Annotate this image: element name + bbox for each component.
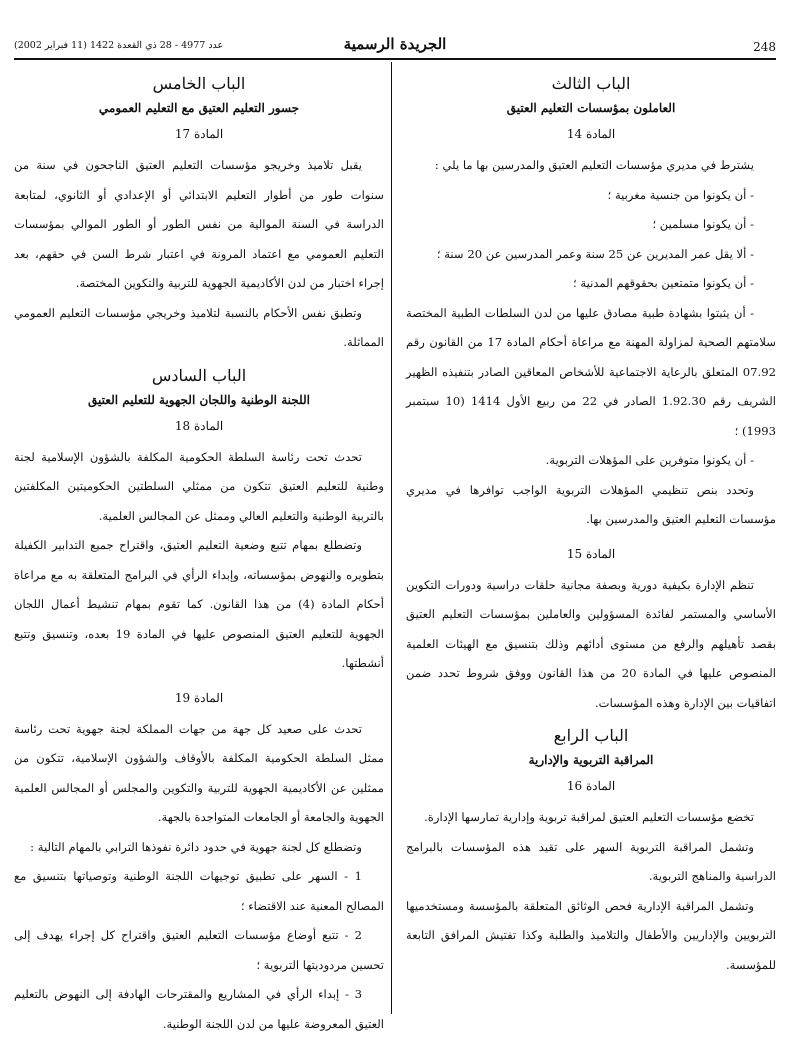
article-17-label: المادة 17 (174, 127, 224, 141)
article-14-label: المادة 14 (566, 127, 616, 141)
article-17-paragraph-1: يقبل تلاميذ وخريجو مؤسسات التعليم العتيق الناجحون في سنة من سنوات طور من أطوار التعليم الابتدائي أو الإعدادي أو الثانوي، لمتابعة الدراسة في السنة الموالية من نفس الطور أو الطور الموالي بمؤسسات التعليم العمومي مع اعتماد المرونة في اعتبار شرط السن في حقهم، بعد إجراء اختبار من لدن الأكاديمية الجهوية للتربية والتكوين المختصة. (14, 158, 384, 290)
issue-info: عدد 4977 - 28 ذي القعدة 1422 (11 فبراير 2002) (14, 40, 224, 51)
article-16-paragraph-1: تخضع مؤسسات التعليم العتيق لمراقبة تربوية وإدارية تمارسها الإدارة. (424, 810, 754, 824)
chapter6-subtitle: اللجنة الوطنية واللجان الجهوية للتعليم العتيق (88, 392, 310, 407)
article-19-label: المادة 19 (174, 690, 224, 705)
chapter4-subtitle: المراقبة التربوية والإدارية (528, 753, 654, 767)
article-15-text: تنظم الإدارة بكيفية دورية وبصفة مجانية حلقات دراسية ودورات التكوين الأساسي والمستمر لفائدة المسؤولين والعاملين بمؤسسات التعليم العتيق بقصد تأهيلهم والرفع من مستوى أدائهم وذلك بتنسيق مع الهيئات العلمية المنصوص عليها في المادة 20 من هذا القانون ووفق شروط تحدد ضمن اتفاقيات بين الإدارة وهذه المؤسسات. (406, 577, 776, 710)
chapter3-subtitle: العاملون بمؤسسات التعليم العتيق (506, 101, 676, 115)
article-19-paragraph-1: تحدث على صعيد كل جهة من جهات المملكة لجنة جهوية تحت رئاسة ممثل السلطة الحكومية المكلفة بالأوقاف والشؤون الإسلامية، تتكون من ممثلين عن الأكاديمية الجهوية للتربية والتكوين والمجلس أو المجالس العلمية الجهوية والجامعة أو الجامعات المتواجدة بالجهة. (14, 721, 384, 824)
article-14-item-2: - أن يكونوا مسلمين ؛ (652, 217, 754, 231)
article-14-item-6: - أن يكونوا متوفرين على المؤهلات التربوية. (545, 453, 754, 467)
article-14-item-4: - أن يكونوا متمتعين بحقوقهم المدنية ؛ (573, 276, 754, 290)
chapter6-title: الباب السادس (151, 365, 247, 385)
chapter3-title: الباب الثالث (551, 74, 631, 93)
article-19-item-3: 3 - إبداء الرأي في المشاريع والمقترحات الهادفة إلى النهوض بالتعليم العتيق المعروضة عليها من لدن اللجنة الوطنية. (14, 987, 384, 1031)
article-15-label: المادة 15 (566, 546, 616, 561)
journal-title: الجريدة الرسمية (343, 35, 447, 53)
column-divider (391, 62, 392, 1014)
article-14-item-1: - أن يكونوا من جنسية مغربية ؛ (607, 187, 754, 202)
article-16-paragraph-3: وتشمل المراقبة الإدارية فحص الوثائق المتعلقة بالمؤسسة ومستخدميها التربويين والإداريين والأطفال والتلاميذ والطلبة وكذا تفتيش المرافق التابعة للمؤسسة. (406, 898, 776, 972)
page-header (14, 30, 776, 60)
article-18-paragraph-1: تحدث تحت رئاسة السلطة الحكومية المكلفة بالشؤون الإسلامية لجنة وطنية للتعليم العتيق تتكون من ممثلي السلطتين الحكوميتين المكلفتين بالتربية الوطنية والتعليم العالي وممثل عن المجالس العلمية. (14, 449, 384, 523)
article-19-item-2: 2 - تتبع أوضاع مؤسسات التعليم العتيق واقتراح كل إجراء يهدف إلى تحسين مردوديتها التربوية ؛ (14, 928, 384, 972)
chapter4-title: الباب الرابع (553, 726, 629, 745)
chapter5-title: الباب الخامس (152, 74, 246, 93)
article-18-label: المادة 18 (174, 418, 224, 433)
article-14-item-3: - ألا يقل عمر المديرين عن 25 سنة وعمر المدرسين عن 20 سنة ؛ (436, 246, 754, 261)
article-14-closing: وتحدد بنص تنظيمي المؤهلات التربوية الواجب توافرها في مديري مؤسسات التعليم العتيق والمدرسين بها. (406, 482, 776, 526)
article-19-item-1: 1 - السهر على تطبيق توجيهات اللجنة الوطنية وتوصياتها بتنسيق مع المصالح المعنية عند الاقتضاء ؛ (14, 869, 384, 913)
left-column (14, 66, 384, 1039)
page-number: 248 (753, 40, 776, 54)
article-14-item-5: - أن يثبتوا بشهادة طبية مصادق عليها من لدن السلطات الطبية المختصة سلامتهم الصحية لمزاولة المهنة مع مراعاة أحكام المادة 17 من القانون رقم 07.92 المتعلق بالرعاية الاجتماعية للأشخاص المعاقين الصادر بتنفيذه الظهير الشريف رقم 1.92.30 الصادر في 22 من ربيع الأول 1414 (10 سبتمبر 1993) ؛ (406, 305, 776, 438)
chapter5-subtitle: جسور التعليم العتيق مع التعليم العمومي (98, 101, 300, 115)
article-17-paragraph-2: وتطبق نفس الأحكام بالنسبة لتلاميذ وخريجي مؤسسات التعليم العمومي المماثلة. (14, 305, 384, 349)
article-19-paragraph-2: وتضطلع كل لجنة جهوية في حدود دائرة نفوذها الترابي بالمهام التالية : (30, 839, 362, 854)
article-16-label: المادة 16 (566, 779, 616, 793)
article-18-paragraph-2: وتضطلع بمهام تتبع وضعية التعليم العتيق، واقتراح جميع التدابير الكفيلة بتطويره والنهوض بمؤسساته، وإبداء الرأي في البرامج المتعلقة به مع مراعاة أحكام المادة (4) من هذا القانون. كما تقوم بمهام تنشيط أعمال اللجان الجهوية للتعليم العتيق المنصوص عليها في المادة 19 بعده، وتنسيق وتتبع أنشطتها. (14, 538, 385, 670)
right-column (406, 66, 776, 980)
article-14-intro: يشترط في مديري مؤسسات التعليم العتيق والمدرسين بها ما يلي : (434, 158, 754, 172)
article-16-paragraph-2: وتشمل المراقبة التربوية السهر على تقيد هذه المؤسسات بالبرامج الدراسية والمناهج التربوية. (406, 839, 776, 883)
